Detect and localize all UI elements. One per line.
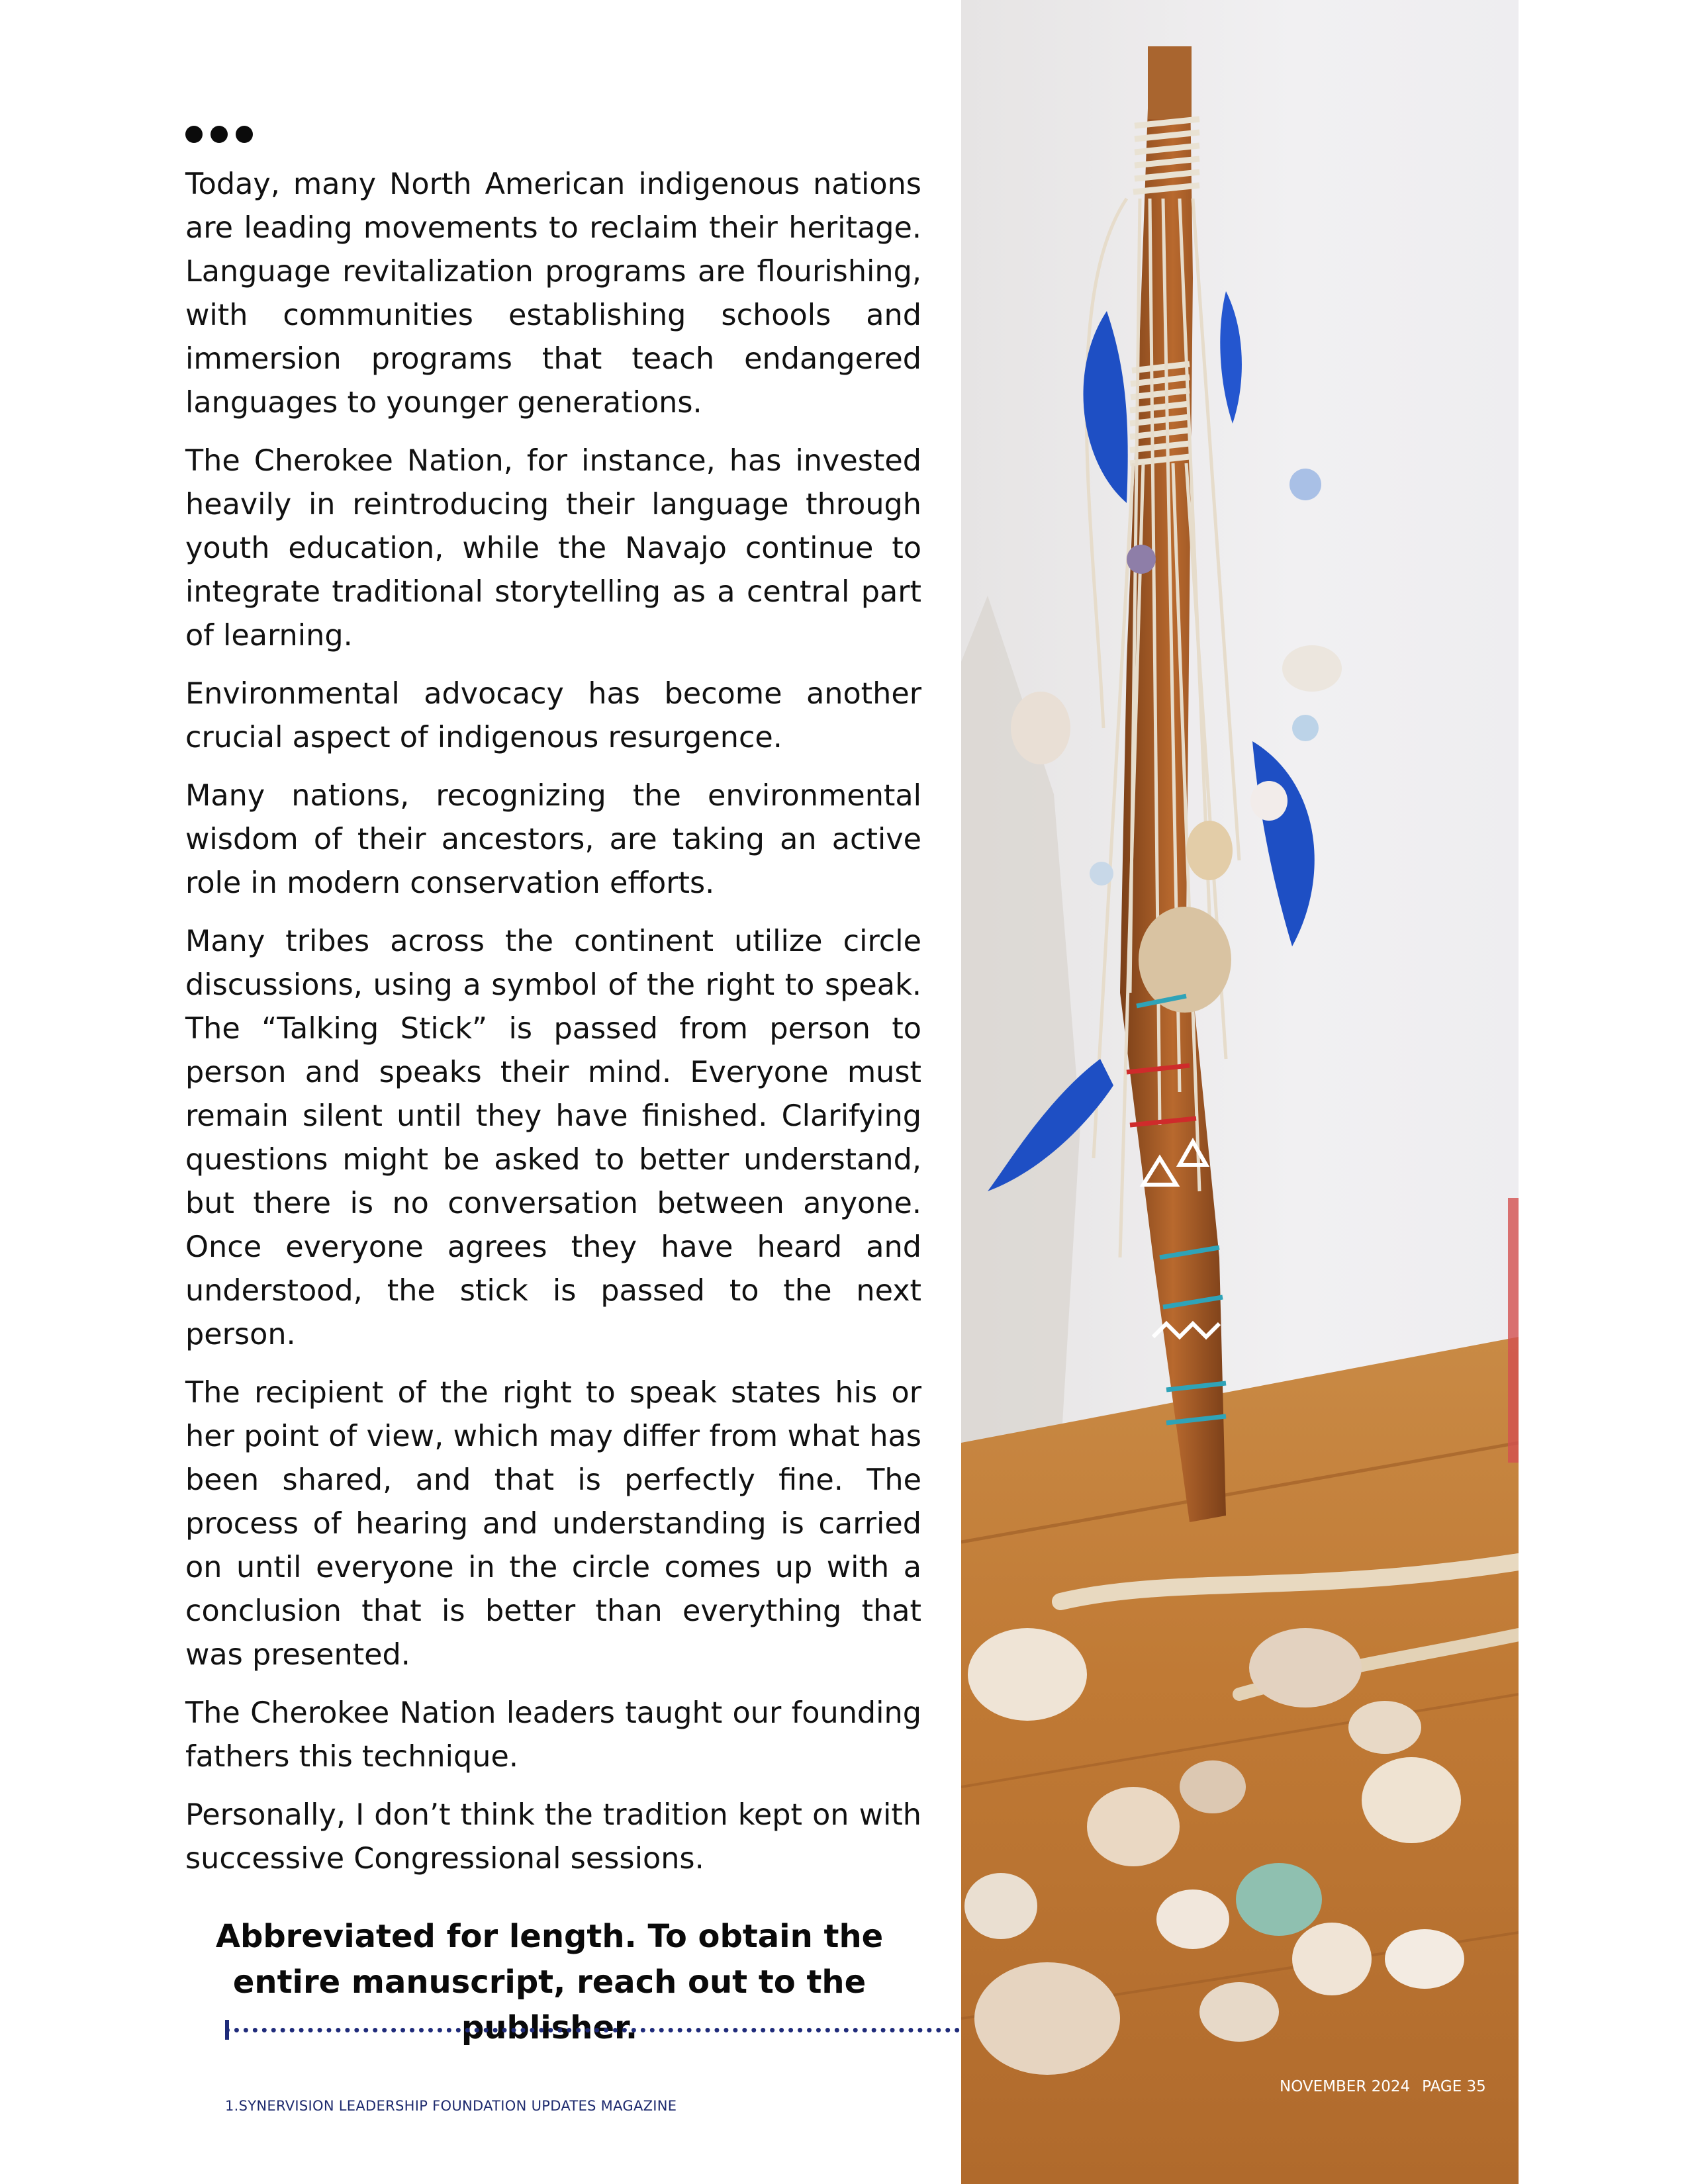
footer-page-number: PAGE 35 (1422, 2078, 1486, 2095)
paragraph: Many nations, recognizing the environmental wisdom of their ancestors, are taking an active role in modern conservation efforts. (185, 779, 921, 900)
paragraph: The Cherokee Nation leaders taught our founding fathers this technique. (185, 1696, 921, 1774)
paragraph: Personally, I don’t think the tradition kept on with successive Congressional sessions. (185, 1798, 921, 1876)
dotted-divider (225, 2028, 960, 2032)
paragraph: Today, many North American indigenous nations are leading movements to reclaim their heritage. Language revitalization programs are flourishing, with communities establishing schools and immersion programs that teach endangered languages to younger generations. (185, 167, 921, 420)
paragraph: Environmental advocacy has become another crucial aspect of indigenous resurgence. (185, 677, 921, 754)
paragraph: Many tribes across the continent utilize circle discussions, using a symbol of the right to speak. The “Talking Stick” is passed from person to person and speaks their mind. Everyone must remain silent until they have finished. Clarifying questions might be asked to better understand, but there is no conversation between anyone. Once everyone agrees they have heard and understood, the stick is passed to the next person. (185, 925, 921, 1351)
footer-publication: 1.SYNERVISION LEADERSHIP FOUNDATION UPDATES MAGAZINE (225, 2098, 677, 2114)
talking-stick-photo (961, 0, 1519, 2184)
footer-issue-page (1280, 2078, 1486, 2095)
ellipsis-dots-icon (185, 126, 253, 143)
paragraph: The Cherokee Nation, for instance, has invested heavily in reintroducing their language through youth education, while the Navajo continue to integrate traditional storytelling as a central part of learning. (185, 444, 921, 653)
footer-issue-date: NOVEMBER 2024 (1280, 2078, 1411, 2095)
callout-line-2: entire manuscript, reach out to the publisher. (232, 1964, 867, 2046)
paragraph: The recipient of the right to speak states his or her point of view, which may differ from what has been shared, and that is perfectly fine. The process of hearing and understanding is carried on until everyone in the circle comes up with a conclusion that is better than everything that was presented. (185, 1376, 921, 1672)
article-body (185, 163, 921, 1895)
callout-line-1: Abbreviated for length. To obtain the (215, 1918, 884, 1955)
